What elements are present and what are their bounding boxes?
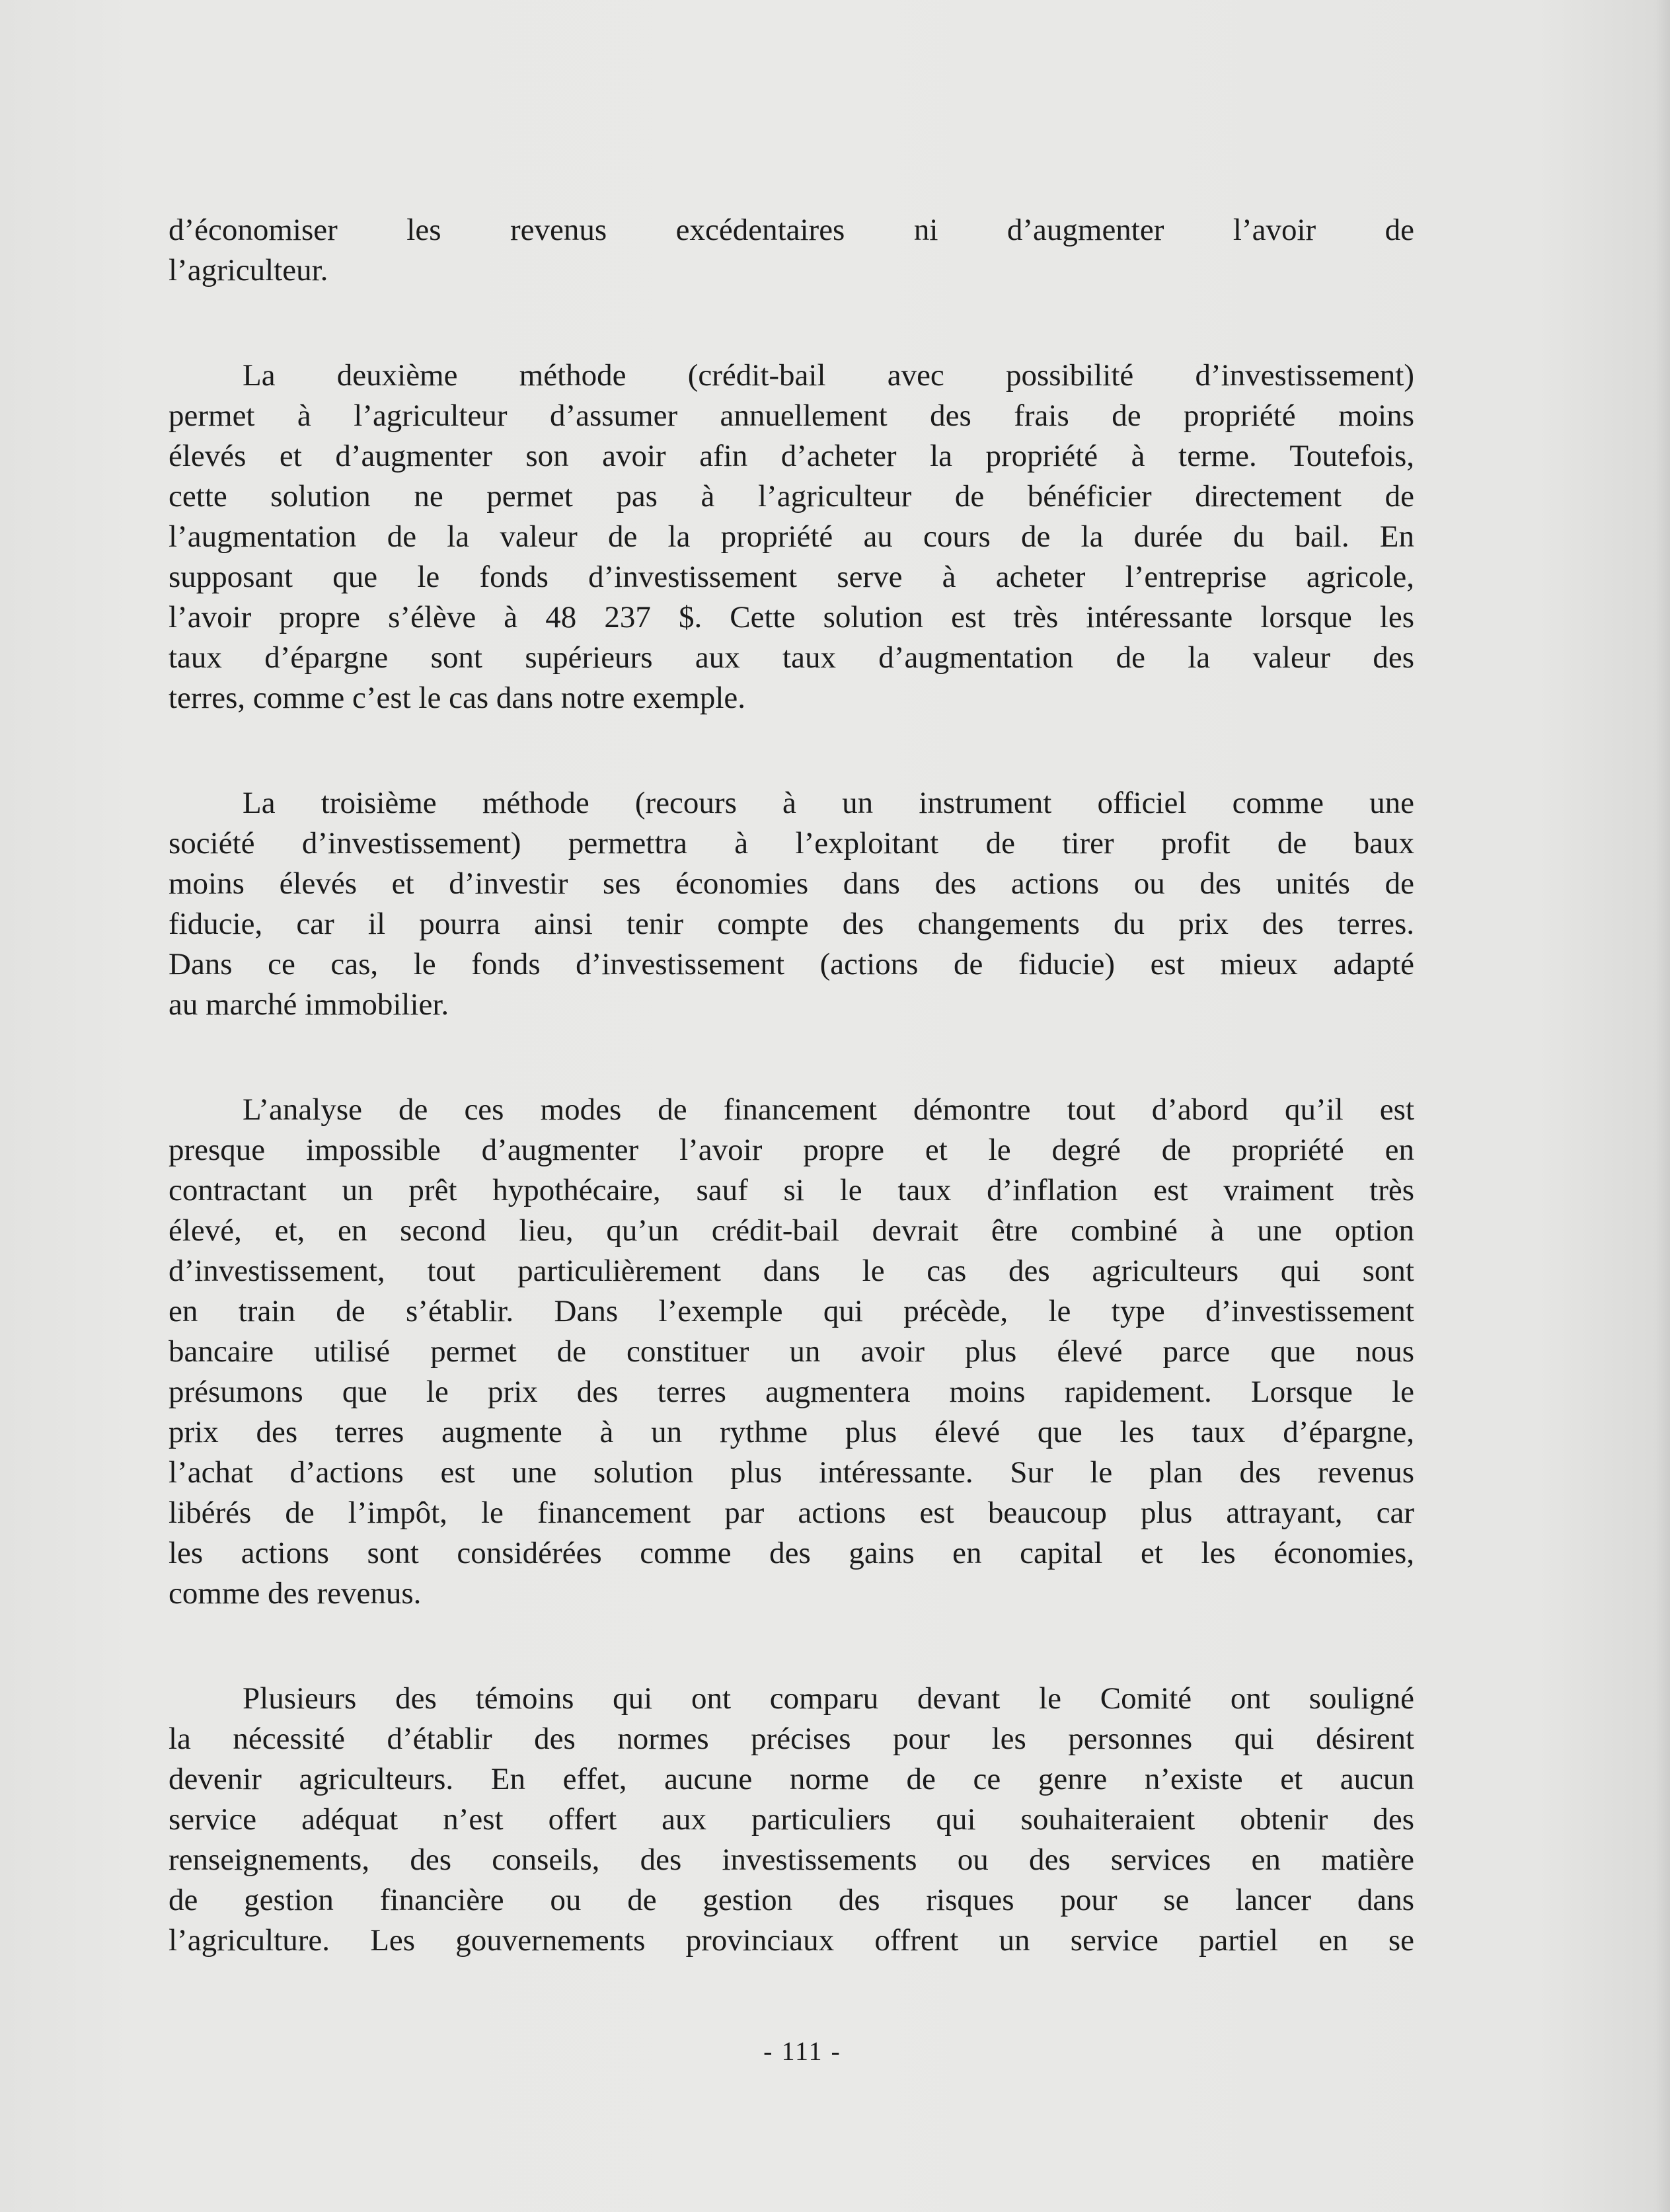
text-line: les actions sont considérées comme des gains en capital et les économies, [169,1536,1414,1570]
text-line: fiducie, car il pourra ainsi tenir compte des changements du prix des terres. [169,907,1414,941]
text-line: élevés et d’augmenter son avoir afin d’acheter la propriété à terme. Toutefois, [169,439,1414,473]
text-line: La deuxième méthode (crédit-bail avec possibilité d’investissement) [243,358,1414,393]
text-line: en train de s’établir. Dans l’exemple qui précède, le type d’investissement [169,1294,1414,1328]
paragraph-4 [169,1090,1414,1614]
text-line: bancaire utilisé permet de constituer un avoir plus élevé parce que nous [169,1334,1414,1369]
text-line: élevé, et, en second lieu, qu’un crédit-bail devrait être combiné à une option [169,1213,1414,1248]
text-line: au marché immobilier. [169,987,449,1022]
text-line: service adéquat n’est offert aux particuliers qui souhaiteraient obtenir des [169,1802,1414,1837]
paragraph-1 [169,210,1414,291]
text-line: la nécessité d’établir des normes précises pour les personnes qui désirent [169,1722,1414,1756]
text-line: présumons que le prix des terres augmentera moins rapidement. Lorsque le [169,1375,1414,1409]
text-line: presque impossible d’augmenter l’avoir propre et le degré de propriété en [169,1133,1414,1167]
text-line: supposant que le fonds d’investissement serve à acheter l’entreprise agricole, [169,560,1414,594]
page-number: - 111 - [763,2036,841,2066]
text-line: devenir agriculteurs. En effet, aucune norme de ce genre n’existe et aucun [169,1762,1414,1796]
text-line: d’investissement, tout particulièrement dans le cas des agriculteurs qui sont [169,1254,1414,1288]
text-line: de gestion financière ou de gestion des risques pour se lancer dans [169,1883,1414,1917]
text-line: L’analyse de ces modes de financement démontre tout d’abord qu’il est [243,1092,1414,1127]
text-line: taux d’épargne sont supérieurs aux taux d’augmentation de la valeur des [169,640,1414,675]
text-line: cette solution ne permet pas à l’agriculteur de bénéficier directement de [169,479,1414,514]
text-line: renseignements, des conseils, des investissements ou des services en matière [169,1843,1414,1877]
text-line: permet à l’agriculteur d’assumer annuellement des frais de propriété moins [169,399,1414,433]
paragraph-gap [169,291,1414,356]
paragraph-2 [169,356,1414,718]
text-line: prix des terres augmente à un rythme plus élevé que les taux d’épargne, [169,1415,1414,1449]
page-edge-shadow [1655,0,1670,2212]
paragraph-gap [169,1025,1414,1090]
text-line: société d’investissement) permettra à l’exploitant de tirer profit de baux [169,826,1414,860]
paragraph-3 [169,783,1414,1025]
text-line: l’agriculteur. [169,253,328,287]
body-text [169,210,1414,1961]
text-line: contractant un prêt hypothécaire, sauf si le taux d’inflation est vraiment très [169,1173,1414,1207]
text-line: libérés de l’impôt, le financement par actions est beaucoup plus attrayant, car [169,1496,1414,1530]
paragraph-5 [169,1679,1414,1961]
text-line: Dans ce cas, le fonds d’investissement (actions de fiducie) est mieux adapté [169,947,1414,981]
text-line: l’augmentation de la valeur de la propriété au cours de la durée du bail. En [169,519,1414,554]
text-line: moins élevés et d’investir ses économies dans des actions ou des unités de [169,866,1414,901]
text-line: l’achat d’actions est une solution plus intéressante. Sur le plan des revenus [169,1455,1414,1490]
paragraph-gap [169,1614,1414,1679]
text-line: terres, comme c’est le cas dans notre exemple. [169,681,746,715]
text-line: d’économiser les revenus excédentaires ni d’augmenter l’avoir de [169,213,1414,247]
text-line: La troisième méthode (recours à un instrument officiel comme une [243,786,1414,820]
paragraph-gap [169,718,1414,783]
text-line: l’avoir propre s’élève à 48 237 $. Cette solution est très intéressante lorsque les [169,600,1414,634]
text-line: l’agriculture. Les gouvernements provinciaux offrent un service partiel en se [169,1923,1414,1958]
text-line: comme des revenus. [169,1576,422,1611]
text-line: Plusieurs des témoins qui ont comparu devant le Comité ont souligné [243,1681,1414,1716]
